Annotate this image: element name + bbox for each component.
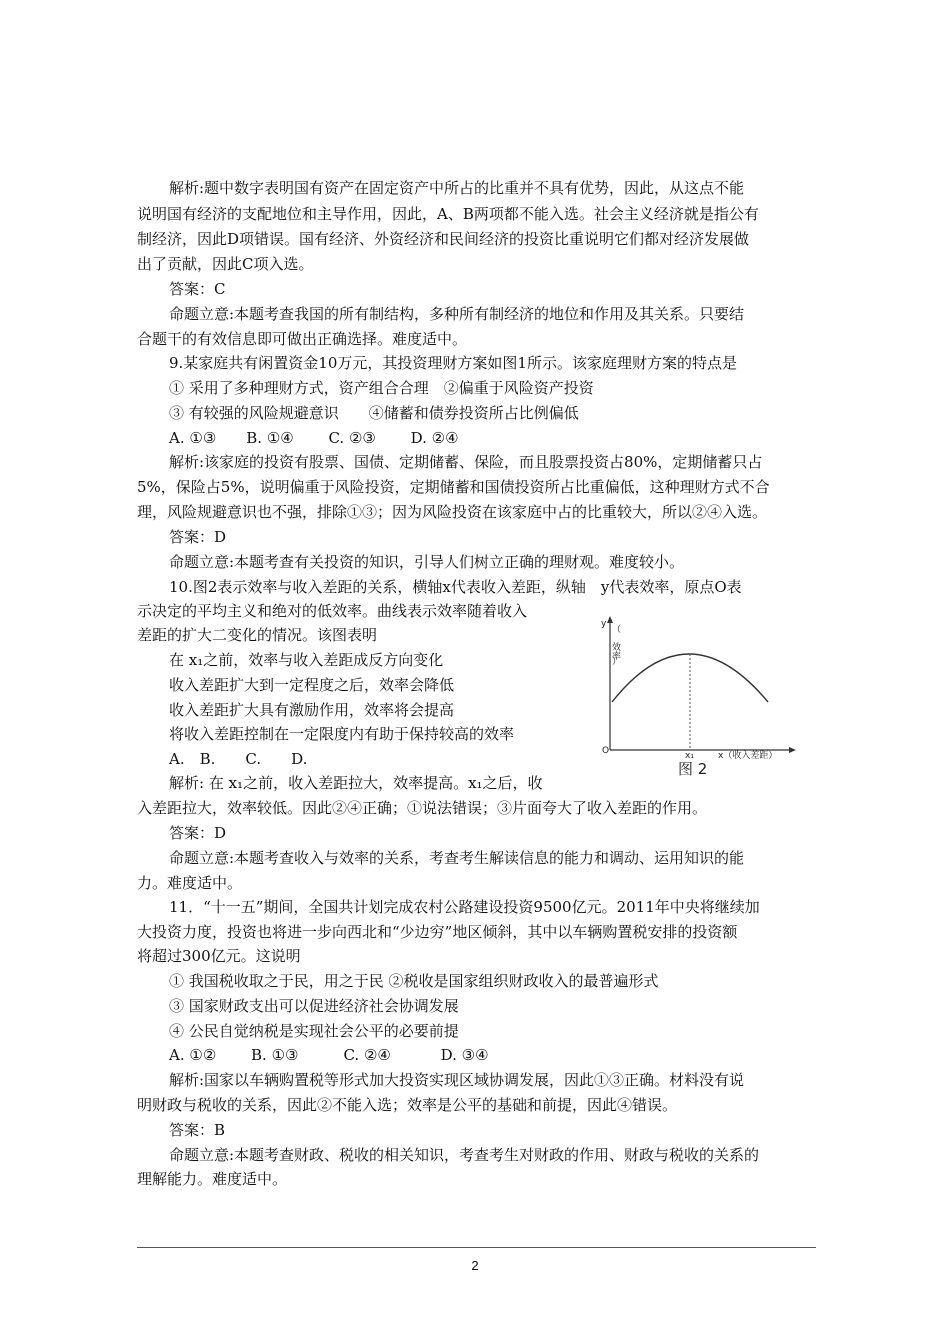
- text-line: 解析:国家以车辆购置税等形式加大投资实现区域协调发展，因此①③正确。材料没有说: [169, 1071, 745, 1089]
- y-axis-text: 效率: [610, 642, 620, 660]
- text-line: 入差距拉大，效率较低。因此②④正确；①说法错误；③片面夸大了收入差距的作用。: [137, 799, 708, 817]
- text-line: 说明国有经济的支配地位和主导作用，因此，A、B两项都不能入选。社会主义经济就是指公有: [137, 205, 759, 223]
- answer-line: 答案：C: [169, 280, 226, 298]
- option-line: ④ 公民自觉纳税是实现社会公平的必要前提: [169, 1022, 459, 1040]
- figure-caption: 图 2: [678, 760, 708, 778]
- text-line: 命题立意:本题考查有关投资的知识，引导人们树立正确的理财观。难度较小。: [169, 553, 685, 571]
- text-line: 差距的扩大二变化的情况。该图表明: [137, 626, 378, 644]
- text-line: 将超过300亿元。这说明: [137, 947, 301, 965]
- question-9: 9.某家庭共有闲置资金10万元，其投资理财方案如图1所示。该家庭理财方案的特点是: [169, 354, 737, 372]
- y-axis-paren-open: （: [612, 625, 622, 635]
- text-line: 明财政与税收的关系，因此②不能入选；效率是公平的基础和前提，因此④错误。: [137, 1096, 678, 1114]
- answer-line: 答案：B: [169, 1121, 226, 1139]
- text-line: 解析: 在 x₁之前，收入差距拉大，效率提高。x₁之后，收: [169, 774, 543, 792]
- option-line: ① 采用了多种理财方式，资产组合合理 ②偏重于风险资产投资: [169, 379, 594, 397]
- efficiency-income-gap-figure: [590, 612, 810, 782]
- answer-line: 答案：D: [169, 824, 227, 842]
- option-line: 将收入差距控制在一定限度内有助于保持较高的效率: [169, 725, 515, 743]
- x-axis-arrow: [789, 747, 796, 753]
- choices-line: A. ①③ B. ①④ C. ②③ D. ②④: [169, 429, 459, 447]
- text-line: 命题立意:本题考查收入与效率的关系，考查考生解读信息的能力和调动、运用知识的能: [169, 849, 745, 867]
- question-11: 11．“十一五”期间，全国共计划完成农村公路建设投资9500亿元。2011年中央将继续加: [169, 898, 760, 916]
- text-line: 解析:该家庭的投资有股票、国债、定期储蓄、保险，而且股票投资占80%，定期储蓄只占: [169, 453, 763, 471]
- page-number: 2: [471, 1258, 479, 1273]
- footer-rule: [137, 1247, 816, 1248]
- x-axis-label: x（收入差距）: [718, 751, 778, 761]
- text-line: 力。难度适中。: [137, 874, 243, 892]
- answer-line: 答案：D: [169, 528, 227, 546]
- option-line: ③ 国家财政支出可以促进经济社会协调发展: [169, 997, 459, 1015]
- x1-tick-label: x₁: [685, 751, 694, 761]
- text-line: 制经济，因此D项错误。国有经济、外资经济和民间经济的投资比重说明它们都对经济发展做: [137, 230, 750, 248]
- y-axis-paren-close: ）: [612, 657, 622, 667]
- text-line: 示决定的平均主义和绝对的低效率。曲线表示效率随着收入: [137, 602, 528, 620]
- option-line: 收入差距扩大到一定程度之后，效率会降低: [169, 676, 455, 694]
- option-line: 收入差距扩大具有激励作用，效率将会提高: [169, 701, 455, 719]
- text-line: 理解能力。难度适中。: [137, 1170, 288, 1188]
- y-axis-arrow: [607, 616, 613, 623]
- origin-label: O: [602, 746, 610, 756]
- text-line: 命题立意:本题考查财政、税收的相关知识，考查考生对财政的作用、财政与税收的关系的: [169, 1146, 760, 1164]
- choices-line: A. B. C. D.: [169, 750, 308, 768]
- text-line: 大投资力度，投资也将进一步向西北和“少边穷”地区倾斜，其中以车辆购置税安排的投资额: [137, 923, 738, 941]
- question-10: 10.图2表示效率与收入差距的关系，横轴x代表收入差距，纵轴 y代表效率，原点O表: [169, 578, 742, 596]
- choices-line: A. ①② B. ①③ C. ②④ D. ③④: [169, 1046, 489, 1064]
- text-line: 出了贡献，因此C项入选。: [137, 255, 314, 273]
- text-line: 命题立意:本题考查我国的所有制结构，多种所有制经济的地位和作用及其关系。只要结: [169, 305, 745, 323]
- option-line: ① 我国税收取之于民，用之于民 ②税收是国家组织财政收入的最普遍形式: [169, 972, 659, 990]
- option-line: 在 x₁之前，效率与收入差距成反方向变化: [169, 651, 444, 669]
- text-line: 合题干的有效信息即可做出正确选择。难度适中。: [137, 330, 468, 348]
- text-line: 5%，保险占5%，说明偏重于风险投资，定期储蓄和国债投资所占比重偏低，这种理财方式不合: [137, 478, 770, 496]
- y-axis-label: y: [601, 619, 607, 629]
- option-line: ③ 有较强的风险规避意识 ④储蓄和债券投资所占比例偏低: [169, 404, 579, 422]
- text-line: 理，风险规避意识也不强，排除①③；因为风险投资在该家庭中占的比重较大，所以②④入选。: [137, 503, 768, 521]
- text-line: 解析:题中数字表明国有资产在固定资产中所占的比重并不具有优势，因此，从这点不能: [169, 179, 745, 197]
